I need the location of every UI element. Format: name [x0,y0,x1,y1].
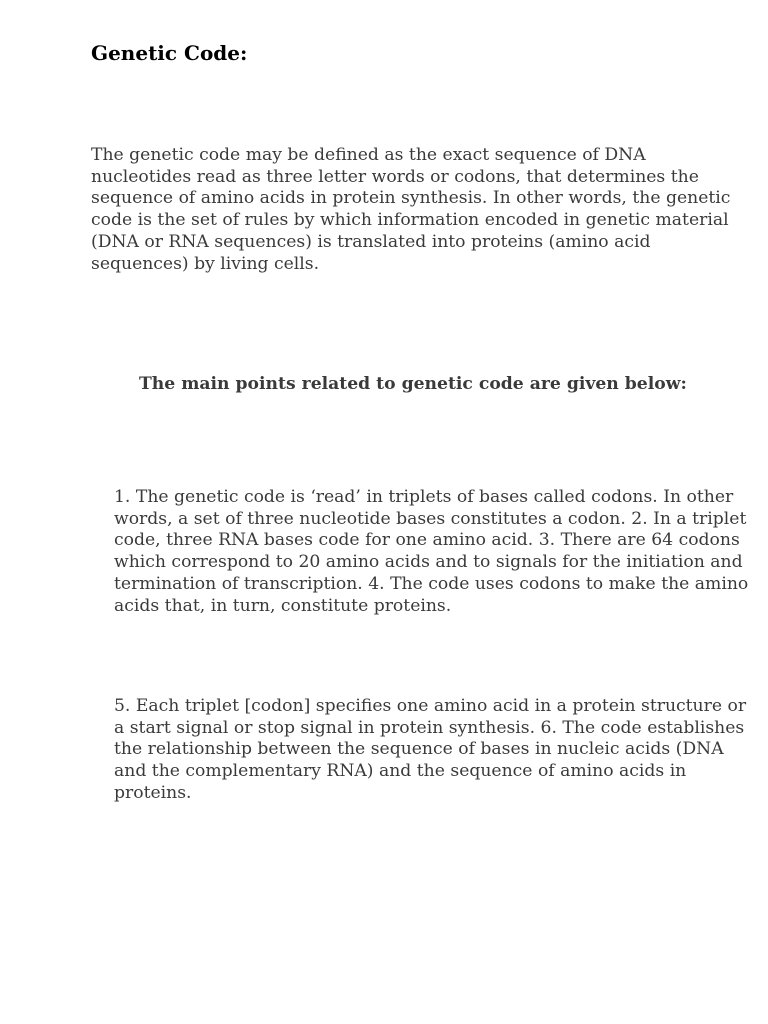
section-heading: The main points related to genetic code are given below: [139,374,687,394]
points-paragraph-2: 5. Each triplet [codon] specifies one amino acid in a protein structure or a start signal or stop signal in protein synthesis. 6. The code establishes the relationship between the sequence of bases in nucleic acids (DNA and the complementary RNA) and the sequence of amino acids in proteins. [114,696,747,803]
points-paragraph-1: 1. The genetic code is ‘read’ in triplets of bases called codons. In other words, a set of three nucleotide bases constitutes a codon. 2. In a triplet code, three RNA bases code for one amino acid. 3. There are 64 codons which correspond to 20 amino acids and to signals for the initiation and termination of transcription. 4. The code uses codons to make the amino acids that, in turn, constitute proteins. [114,487,749,616]
intro-paragraph: The genetic code may be defined as the exact sequence of DNA nucleotides read as three letter words or codons, that determines the sequence of amino acids in protein synthesis. In other words, the genetic code is the set of rules by which information encoded in genetic material (DNA or RNA sequences) is translated into proteins (amino acid sequences) by living cells. [91,145,731,274]
page-title: Genetic Code: [91,41,248,65]
